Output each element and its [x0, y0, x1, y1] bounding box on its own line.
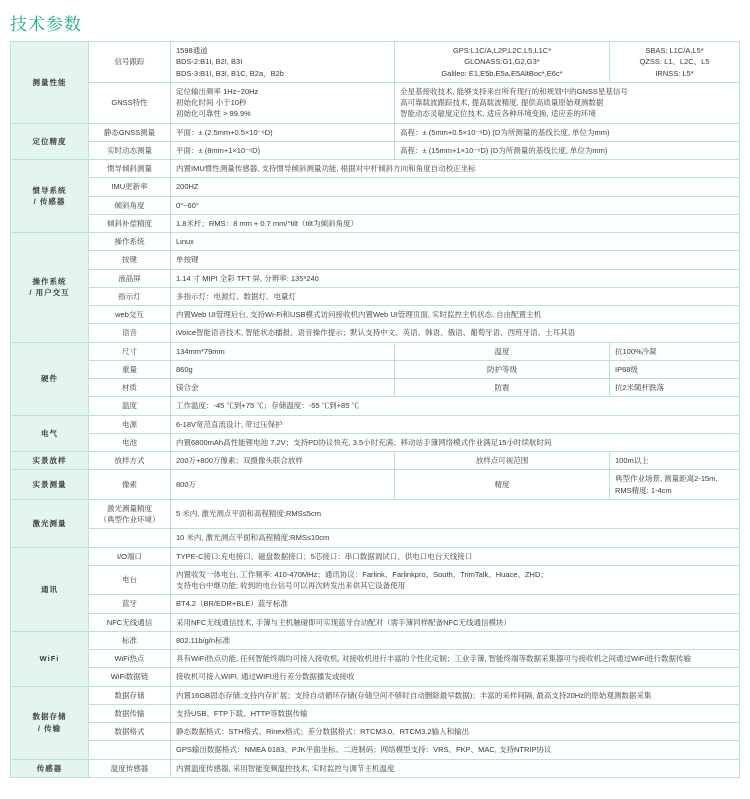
- table-row: [11, 214, 740, 232]
- spec-value: 典型作业场景, 测量距离2-15m, RMS精度: 1-4cm: [610, 470, 740, 500]
- spec-value: 860g: [171, 360, 395, 378]
- spec-subitem: 电台: [89, 565, 171, 595]
- table-row: [11, 565, 740, 595]
- spec-category: 传感器: [11, 759, 89, 777]
- spec-subitem: 温度传感器: [89, 759, 171, 777]
- spec-value: GPS:L1C/A,L2P,L2C,L5,L1C* GLONASS:G1,G2,G3* Galileo: E1,E5b,E5a,E5AltBoc*,E6c*: [395, 42, 610, 83]
- page-title: 技术参数: [10, 15, 82, 34]
- spec-subitem: [89, 741, 171, 759]
- spec-category: 实景放样: [11, 452, 89, 470]
- table-row: [11, 342, 740, 360]
- spec-value: 5 米内, 激光测点平面和高程精度:RMS≤5cm: [171, 499, 740, 529]
- spec-subitem: 倾斜角度: [89, 196, 171, 214]
- table-row: [11, 613, 740, 631]
- table-row: [11, 741, 740, 759]
- spec-value: 内置6800mAh高性能锂电池 7.2V；支持PD协议快充, 3.5小时充满；移动站手簿网络模式作业满足15小时续航时间: [171, 433, 740, 451]
- table-row: [11, 42, 740, 83]
- table-row: [11, 160, 740, 178]
- spec-subitem: 惯导倾斜测量: [89, 160, 171, 178]
- spec-value: 温度: [395, 342, 610, 360]
- table-row: [11, 499, 740, 529]
- spec-category: 惯导系统 / 传感器: [11, 160, 89, 233]
- spec-value: 具有WiFi热点功能, 任何智能终端均可接入接收机, 对接收机进行丰富的个性化定制；工业手簿, 智能终端等数据采集器可与接收机之间通过WiFi进行数据传输: [171, 650, 740, 668]
- spec-subitem: I/O端口: [89, 547, 171, 565]
- spec-category: 电气: [11, 415, 89, 452]
- spec-subitem: WiFi数据链: [89, 668, 171, 686]
- table-row: [11, 251, 740, 269]
- spec-value: 内置IMU惯性测量传感器, 支持惯导倾斜测量功能, 根据对中杆倾斜方向和角度自动校正坐标: [171, 160, 740, 178]
- spec-value: 接收机可接入WIFI, 通过WIFI进行差分数据播发或接收: [171, 668, 740, 686]
- spec-value: TYPE-C接口:充电接口、磁盘数据接口；5芯接口：串口数据调试口、供电口电台天线接口: [171, 547, 740, 565]
- table-row: [11, 686, 740, 704]
- spec-subitem: 指示灯: [89, 287, 171, 305]
- spec-subitem: web交互: [89, 306, 171, 324]
- spec-category: 测量性能: [11, 42, 89, 124]
- spec-value: 抗100%冷凝: [610, 342, 740, 360]
- spec-value: SBAS: L1C/A,L5* QZSS: L1、L2C、L5 IRNSS: L5*: [610, 42, 740, 83]
- spec-category: 通讯: [11, 547, 89, 631]
- spec-subitem: 蓝牙: [89, 595, 171, 613]
- spec-value: iVoice智能语音技术, 智能状态播报、语音操作提示；默认支持中文、英语、韩语、俄语、葡萄牙语、西班牙语、土耳其语: [171, 324, 740, 342]
- spec-value: 防震: [395, 379, 610, 397]
- spec-value: 全星基接收技术, 能够支持来自所有现行的和规划中的GNSS星基信号 高可靠载波跟踪技术, 提高载波精度, 提供高质量原始观测数据 智能动态灵敏度定位技术, 适应各种环境变换, 适应差的环境: [395, 82, 740, 123]
- spec-value: BT4.2（BR/EDR+BLE）蓝牙标准: [171, 595, 740, 613]
- table-row: [11, 595, 740, 613]
- spec-value: 内置温度传感器, 采用智能变频温控技术, 实时监控与调节主机温度: [171, 759, 740, 777]
- spec-subitem: 信号跟踪: [89, 42, 171, 83]
- spec-subitem: 数据格式: [89, 723, 171, 741]
- spec-value: 100m以上: [610, 452, 740, 470]
- table-row: [11, 759, 740, 777]
- table-row: [11, 650, 740, 668]
- spec-subitem: 像素: [89, 470, 171, 500]
- spec-subitem: 放样方式: [89, 452, 171, 470]
- spec-value: 802.11b/g/n标准: [171, 631, 740, 649]
- spec-subitem: 尺寸: [89, 342, 171, 360]
- table-row: [11, 529, 740, 547]
- spec-value: 高程：± (5mm+0.5×10⁻⁶D) (D为所测量的基线长度, 单位为mm): [395, 123, 740, 141]
- table-row: [11, 196, 740, 214]
- table-row: [11, 141, 740, 159]
- spec-subitem: 材质: [89, 379, 171, 397]
- table-row: [11, 269, 740, 287]
- spec-category: 定位精度: [11, 123, 89, 160]
- spec-value: 多指示灯：电源灯、数据灯、电量灯: [171, 287, 740, 305]
- spec-subitem: 激光测量精度 （典型作业环境）: [89, 499, 171, 529]
- spec-value: 高程：± (15mm+1×10⁻⁶D) (D为所测量的基线长度, 单位为mm): [395, 141, 740, 159]
- spec-subitem: WiFi热点: [89, 650, 171, 668]
- spec-value: 内置收发一体电台, 工作频率: 410-470MHz；通讯协议：Farlink、Farlinkpro、South、TrimTalk、Huace、ZHD； 支持电台中继功能; 收到的电台信号可以再次转发出来供其它设备使用: [171, 565, 740, 595]
- spec-value: 内置16GB固态存储;支持内存扩展；支持自动循环存储(存储空间不够时自动删除最早数据)；丰富的采样间隔, 最高支持20Hz的原始观测数据采集: [171, 686, 740, 704]
- spec-value: 工作温度：-45 ℃到+75 ℃；存储温度：-55 ℃到+85 ℃: [171, 397, 740, 415]
- spec-value: 134mm*79mm: [171, 342, 395, 360]
- spec-value: 精度: [395, 470, 610, 500]
- spec-value: 10 米内, 激光测点平面和高程精度:RMS≤10cm: [171, 529, 740, 547]
- spec-subitem: 标准: [89, 631, 171, 649]
- table-row: [11, 306, 740, 324]
- spec-subitem: 语音: [89, 324, 171, 342]
- spec-subitem: 温度: [89, 397, 171, 415]
- spec-subitem: [89, 529, 171, 547]
- spec-subitem: IMU更新率: [89, 178, 171, 196]
- spec-subitem: NFC无线通信: [89, 613, 171, 631]
- table-row: [11, 123, 740, 141]
- table-row: [11, 379, 740, 397]
- spec-value: 放样点可视范围: [395, 452, 610, 470]
- spec-category: 实景测量: [11, 470, 89, 500]
- spec-value: 平面：± (2.5mm+0.5×10⁻⁶D): [171, 123, 395, 141]
- table-row: [11, 547, 740, 565]
- table-row: [11, 324, 740, 342]
- spec-subitem: 液晶屏: [89, 269, 171, 287]
- spec-subitem: GNSS特性: [89, 82, 171, 123]
- spec-category: 激光测量: [11, 499, 89, 547]
- table-row: [11, 415, 740, 433]
- spec-value: Linux: [171, 233, 740, 251]
- spec-category: 操作系统 / 用户交互: [11, 233, 89, 343]
- spec-subitem: 电池: [89, 433, 171, 451]
- spec-value: 平面：± (8mm+1×10⁻⁶D): [171, 141, 395, 159]
- spec-value: 800万: [171, 470, 395, 500]
- table-row: [11, 233, 740, 251]
- table-row: [11, 178, 740, 196]
- spec-value: 1.8米杆；RMS：8 mm + 0.7 mm/°tilt（tilt为倾斜角度）: [171, 214, 740, 232]
- spec-value: 内置Web UI管理后台, 支持Wi-Fi和USB模式访问接收机内置Web UI管理页面, 实时监控主机状态, 自由配置主机: [171, 306, 740, 324]
- spec-value: 6-18V宽范直流设计, 带过压保护: [171, 415, 740, 433]
- spec-category: 硬件: [11, 342, 89, 415]
- spec-subitem: 实时动态测量: [89, 141, 171, 159]
- spec-value: 单按键: [171, 251, 740, 269]
- spec-value: GPS输出数据格式：NMEA 0183、PJK平面坐标、二进制码；网络模型支持：VRS、FKP、MAC, 支持NTRIP协议: [171, 741, 740, 759]
- spec-category: WiFi: [11, 631, 89, 686]
- spec-subitem: 数据存储: [89, 686, 171, 704]
- spec-value: 镁合金: [171, 379, 395, 397]
- spec-value: 静态数据格式：STH格式、Rinex格式；差分数据格式：RTCM3.0、RTCM3.2输入和输出: [171, 723, 740, 741]
- spec-subitem: 倾斜补偿精度: [89, 214, 171, 232]
- spec-subitem: 按键: [89, 251, 171, 269]
- spec-subitem: 电源: [89, 415, 171, 433]
- spec-subitem: 静态GNSS测量: [89, 123, 171, 141]
- table-row: [11, 433, 740, 451]
- spec-value: 1.14 寸 MIPI 全彩 TFT 屏, 分辨率: 135*240: [171, 269, 740, 287]
- spec-value: 0°~60°: [171, 196, 740, 214]
- spec-subitem: 操作系统: [89, 233, 171, 251]
- table-row: [11, 470, 740, 500]
- spec-value: 200HZ: [171, 178, 740, 196]
- spec-value: 抗2米随杆跌落: [610, 379, 740, 397]
- table-row: [11, 723, 740, 741]
- spec-value: 定位输出频率 1Hz~20Hz 初始化时间 小于10秒 初始化可靠性 > 99.9%: [171, 82, 395, 123]
- spec-value: 采用NFC无线通信技术, 手簿与主机触碰即可实现蓝牙自动配对（需手簿同样配备NFC无线通信模块）: [171, 613, 740, 631]
- spec-value: 防护等级: [395, 360, 610, 378]
- spec-value: 支持USB、FTP下载、HTTP等数据传输: [171, 704, 740, 722]
- spec-category: 数据存储 / 传输: [11, 686, 89, 759]
- spec-subitem: 数据传输: [89, 704, 171, 722]
- spec-value: IP68级: [610, 360, 740, 378]
- table-row: [11, 668, 740, 686]
- table-row: [11, 452, 740, 470]
- table-row: [11, 360, 740, 378]
- table-row: [11, 397, 740, 415]
- spec-value: 200万+800万像素；双摄像头联合放样: [171, 452, 395, 470]
- spec-value: 1598通道 BDS-2:B1I, B2I, B3I BDS-3:B1I, B3I, B1C, B2a、B2b: [171, 42, 395, 83]
- spec-subitem: 重量: [89, 360, 171, 378]
- table-row: [11, 631, 740, 649]
- table-row: [11, 704, 740, 722]
- table-row: [11, 82, 740, 123]
- table-row: [11, 287, 740, 305]
- spec-table: [10, 41, 740, 778]
